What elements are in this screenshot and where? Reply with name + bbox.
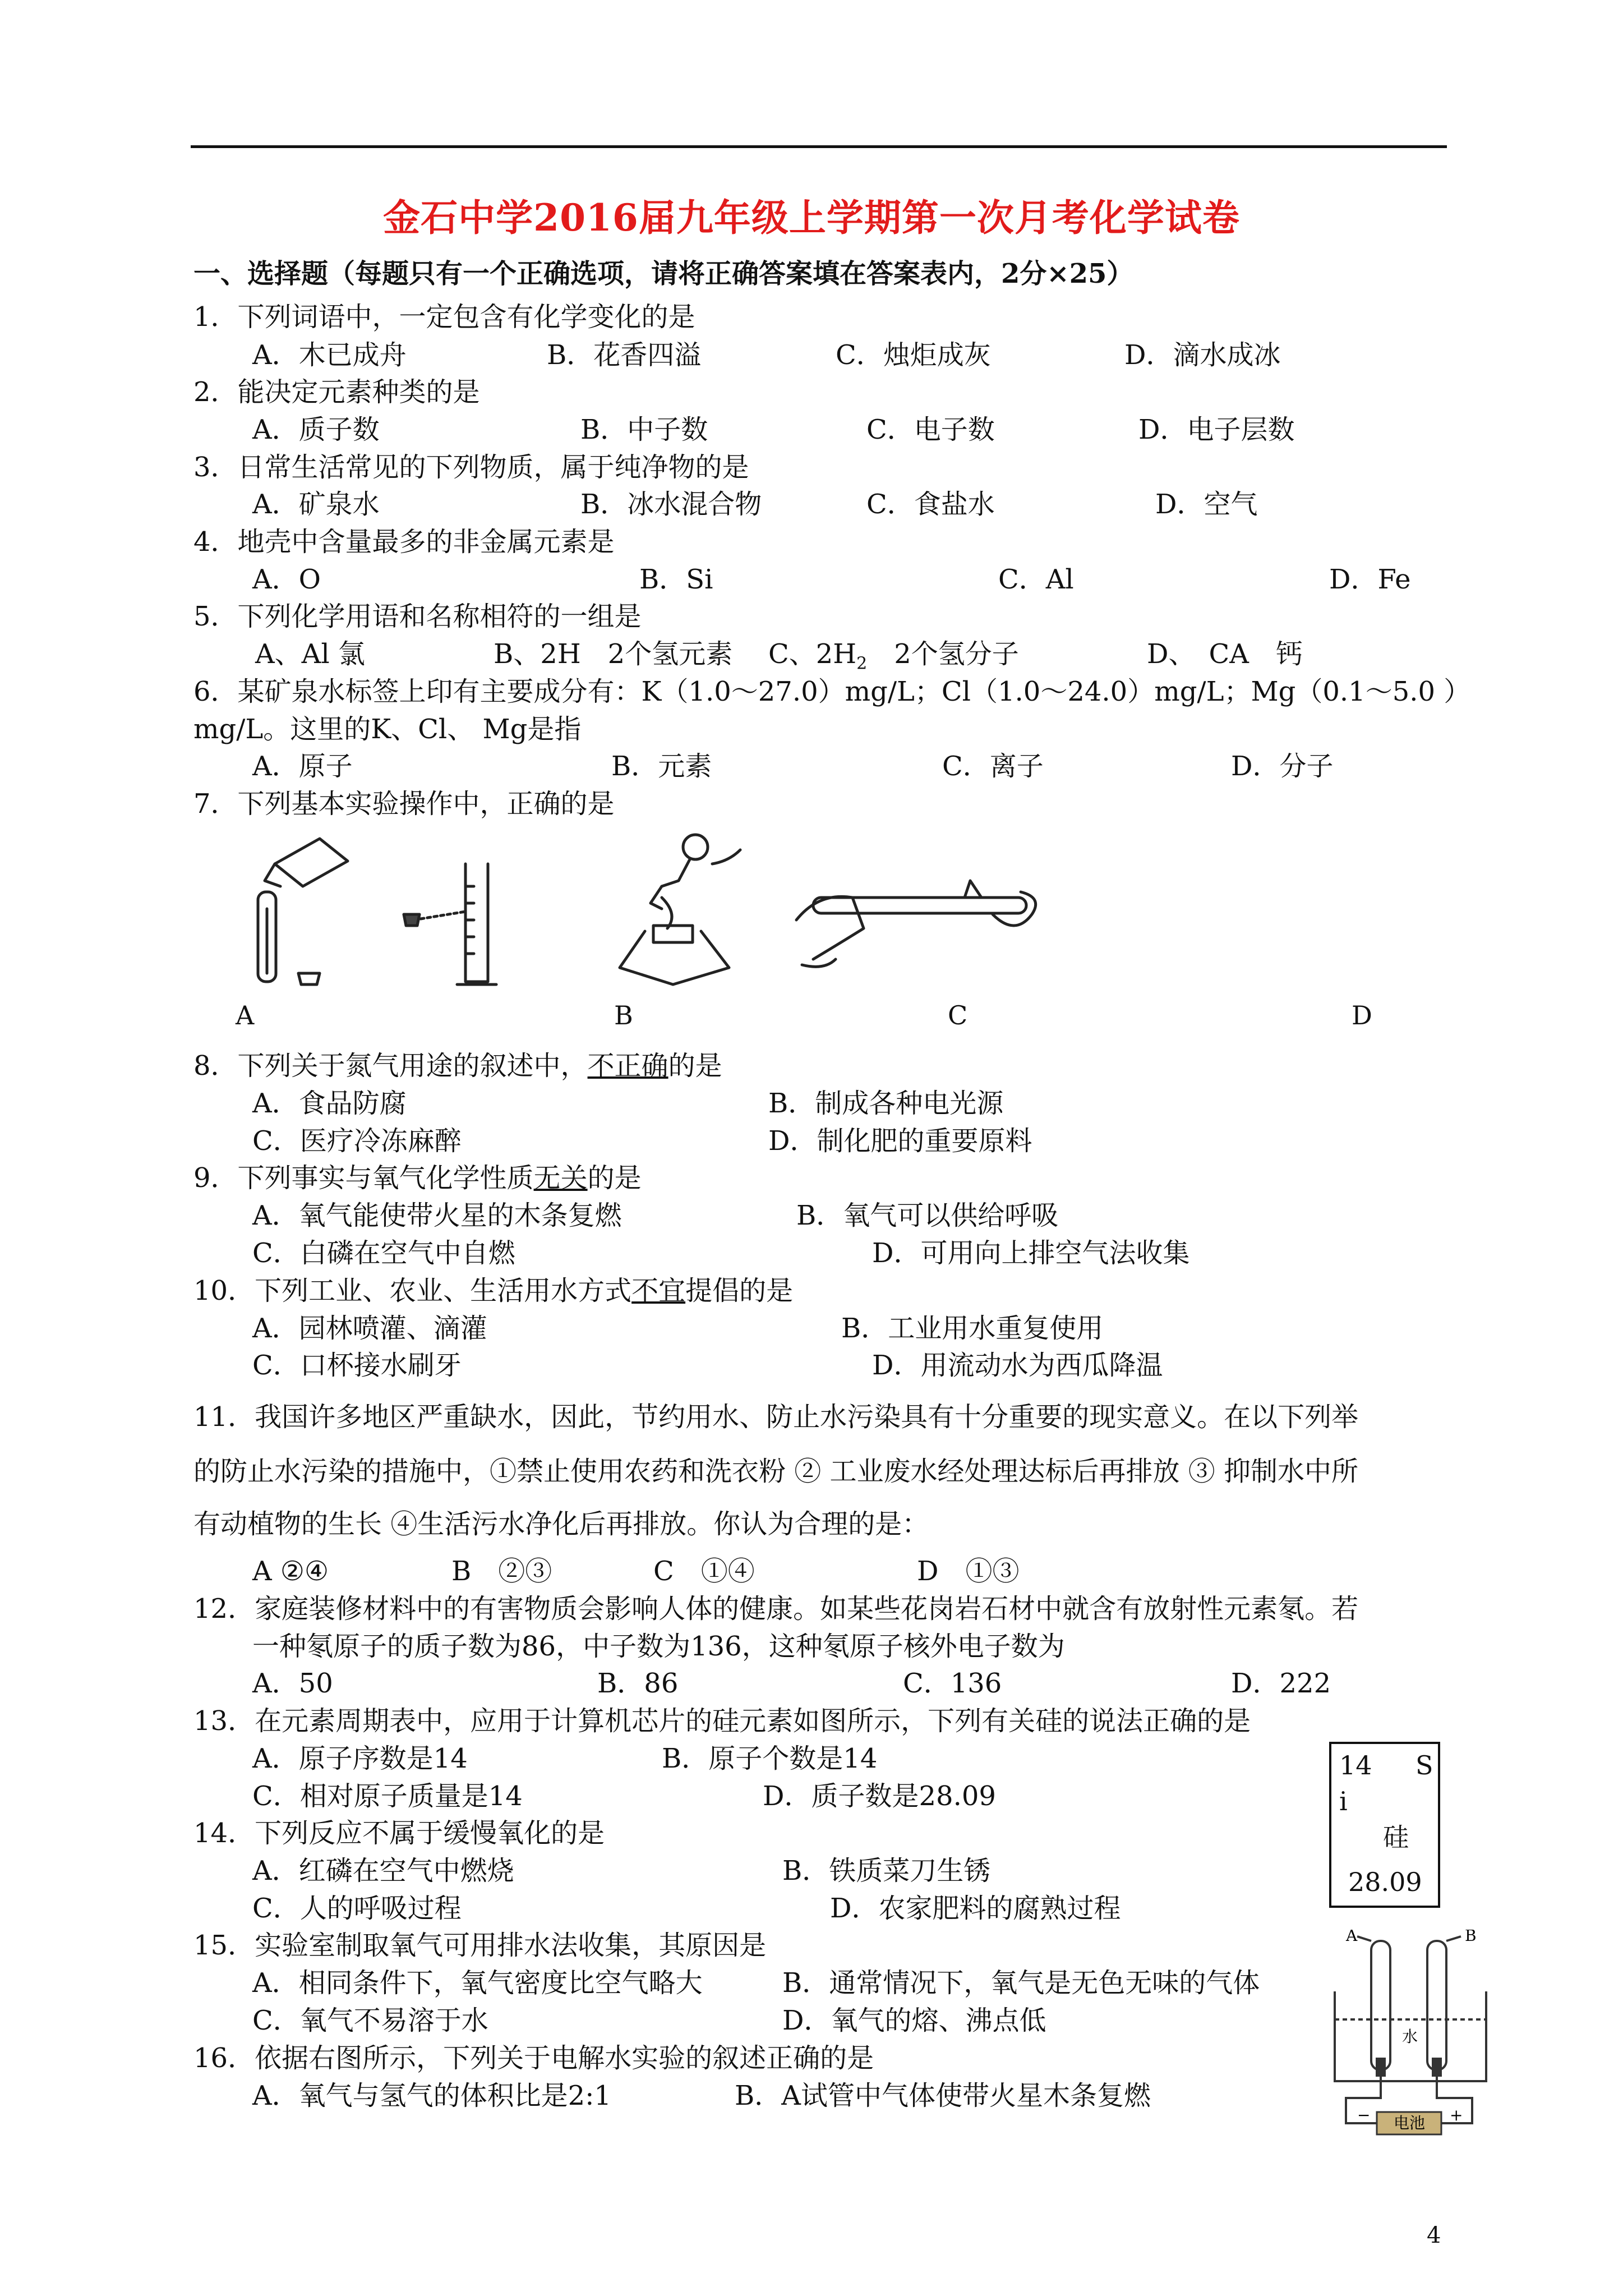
q2-stem: 2．能决定元素种类的是 <box>193 376 480 408</box>
q9-option-a: A．氧气能使带火星的木条复燃 <box>252 1200 622 1231</box>
water-label: 水 <box>1402 2027 1418 2046</box>
q5-subscript: 2 <box>856 654 868 674</box>
q6-stem-line1: 6．某矿泉水标签上印有主要成分有：K（1.0～27.0）mg/L；Cl（1.0～24.0）mg/L；Mg（0.1～5.0 ） <box>193 676 1471 707</box>
q8-stem-end: 的是 <box>668 1050 722 1082</box>
battery-plus-label: + <box>1450 2106 1463 2124</box>
top-rule <box>191 145 1447 148</box>
q11-option-c: C ①④ <box>653 1556 755 1587</box>
q1-stem: 1．下列词语中，一定包含有化学变化的是 <box>193 301 695 333</box>
q8-stem <box>193 1047 722 1084</box>
q3-option-a: A．矿泉水 <box>252 489 380 520</box>
element-name: 硅 <box>1383 1822 1409 1852</box>
q9-option-b: B．氧气可以供给呼吸 <box>796 1200 1059 1231</box>
q10-option-a: A．园林喷灌、滴灌 <box>252 1313 487 1344</box>
q12-stem-line1: 12．家庭装修材料中的有害物质会影响人体的健康。如某些花岗岩石材中就含有放射性元素氡。若 <box>193 1593 1359 1625</box>
operation-b-cylinder <box>404 864 496 984</box>
q6-option-d: D．分子 <box>1231 751 1334 782</box>
q13-option-c: C．相对原子质量是14 <box>252 1780 523 1812</box>
q16-option-b: B．A试管中气体使带火星木条复燃 <box>735 2080 1151 2111</box>
q15-option-c: C．氧气不易溶于水 <box>252 2005 488 2036</box>
q7-label-b: B <box>614 1000 633 1030</box>
electrolysis-apparatus-figure <box>1324 1930 1492 2137</box>
q3-stem: 3．日常生活常见的下列物质，属于纯净物的是 <box>193 452 749 483</box>
page-number: 4 <box>1427 2223 1441 2248</box>
q15-option-b: B．通常情况下，氧气是无色无味的气体 <box>782 1967 1260 1999</box>
q5-option-a: A、Al 氯 <box>255 638 365 670</box>
operation-c-smelling <box>620 835 740 984</box>
q5-stem: 5．下列化学用语和名称相符的一组是 <box>193 601 642 632</box>
q13-stem: 13．在元素周期表中，应用于计算机芯片的硅元素如图所示，下列有关硅的说法正确的是 <box>193 1705 1251 1737</box>
q10-stem-end: 提倡的是 <box>685 1275 794 1306</box>
q11-option-d: D ①③ <box>917 1556 1020 1587</box>
q4-option-b: B．Si <box>639 564 713 595</box>
q3-option-c: C．食盐水 <box>866 489 995 520</box>
q10-stem-text: 10．下列工业、农业、生活用水方式 <box>193 1275 632 1306</box>
q10-stem <box>193 1272 793 1309</box>
operation-a-pouring <box>258 839 348 984</box>
battery-minus-label: − <box>1357 2106 1371 2124</box>
q6-option-a: A．原子 <box>252 751 353 782</box>
q12-stem-line2: 一种氡原子的质子数为86，中子数为136，这种氡原子核外电子数为 <box>252 1631 1065 1662</box>
element-symbol-i: i <box>1339 1786 1348 1816</box>
q5-option-d: D、 CA 钙 <box>1147 638 1303 670</box>
q8-option-c: C．医疗冷冻麻醉 <box>252 1125 462 1157</box>
q6-stem-line2: mg/L。这里的K、Cl、 Mg是指 <box>193 714 582 745</box>
element-symbol-s: S <box>1415 1750 1433 1780</box>
q15-option-a: A．相同条件下，氧气密度比空气略大 <box>252 1967 703 1999</box>
q8-option-d: D．制化肥的重要原料 <box>768 1125 1032 1157</box>
q8-stem-text: 8．下列关于氮气用途的叙述中， <box>193 1050 588 1082</box>
q2-option-b: B．中子数 <box>580 414 708 445</box>
q9-stem-end: 的是 <box>587 1162 642 1194</box>
q13-option-b: B．原子个数是14 <box>662 1743 878 1774</box>
q5-option-c-rest: 2个氢分子 <box>867 638 1019 670</box>
q1-option-a: A．木已成舟 <box>252 339 407 371</box>
q12-option-b: B．86 <box>597 1668 679 1699</box>
q11-stem-line3: 有动植物的生长 ④生活污水净化后再排放。你认为合理的是： <box>193 1508 929 1540</box>
q1-option-d: D．滴水成冰 <box>1124 339 1281 371</box>
q2-option-c: C．电子数 <box>866 414 995 445</box>
operation-d-hands-tube <box>796 881 1036 967</box>
q11-option-a: A ②④ <box>252 1556 329 1587</box>
q3-option-d: D．空气 <box>1155 489 1258 520</box>
q7-label-a: A <box>236 1000 255 1030</box>
q9-option-d: D．可用向上排空气法收集 <box>872 1237 1190 1269</box>
q16-option-a: A．氧气与氢气的体积比是2:1 <box>252 2080 611 2111</box>
q15-option-d: D．氧气的熔、沸点低 <box>782 2005 1046 2036</box>
q8-option-a: A．食品防腐 <box>252 1088 407 1119</box>
q4-option-d: D．Fe <box>1329 564 1411 595</box>
q13-option-a: A．原子序数是14 <box>252 1743 468 1774</box>
q7-stem: 7．下列基本实验操作中，正确的是 <box>193 788 615 820</box>
q6-option-c: C．离子 <box>942 751 1044 782</box>
element-atomic-number: 14 <box>1339 1750 1372 1780</box>
q7-lab-operations-figure <box>236 830 1077 993</box>
q4-stem: 4．地壳中含量最多的非金属元素是 <box>193 526 615 558</box>
q6-option-b: B．元素 <box>611 751 712 782</box>
q12-option-a: A．50 <box>252 1668 333 1699</box>
q14-option-a: A．红磷在空气中燃烧 <box>252 1855 514 1887</box>
q11-stem-line1: 11．我国许多地区严重缺水，因此，节约用水、防止水污染具有十分重要的现实意义。在以下列举 <box>193 1401 1359 1433</box>
q3-option-b: B．冰水混合物 <box>580 489 762 520</box>
q14-stem: 14．下列反应不属于缓慢氧化的是 <box>193 1818 605 1849</box>
q10-option-c: C．口杯接水刷牙 <box>252 1350 462 1381</box>
q10-option-b: B．工业用水重复使用 <box>841 1313 1104 1344</box>
q5-option-b: B、2H 2个氢元素 <box>494 638 733 670</box>
q5-option-c-text: C、2H <box>768 638 857 670</box>
q8-option-b: B．制成各种电光源 <box>768 1088 1004 1119</box>
q10-option-d: D．用流动水为西瓜降温 <box>872 1350 1163 1381</box>
q1-option-c: C．烛炬成灰 <box>836 339 991 371</box>
battery-label: 电池 <box>1394 2114 1426 2132</box>
q9-stem-text: 9．下列事实与氧气化学性质 <box>193 1162 534 1194</box>
q1-option-b: B．花香四溢 <box>547 339 702 371</box>
q9-stem <box>193 1159 642 1197</box>
q14-option-b: B．铁质菜刀生锈 <box>782 1855 991 1887</box>
q8-stem-emphasis: 不正确 <box>587 1050 668 1082</box>
q14-option-d: D．农家肥料的腐熟过程 <box>830 1893 1121 1924</box>
tube-label-a: A <box>1346 1930 1358 1945</box>
page-title: 金石中学2016届九年级上学期第一次月考化学试卷 <box>383 196 1240 240</box>
q11-stem-line2: 的防止水污染的措施中，①禁止使用农药和洗衣粉 ② 工业废水经处理达标后再排放 ③ 抑制水中所 <box>193 1456 1359 1487</box>
q11-option-b: B ②③ <box>451 1556 552 1587</box>
tube-label-b: B <box>1465 1930 1477 1945</box>
q12-option-d: D．222 <box>1231 1668 1331 1699</box>
section-heading: 一、选择题（每题只有一个正确选项，请将正确答案填在答案表内，2分×25） <box>193 258 1134 289</box>
q10-stem-emphasis: 不宜 <box>631 1275 686 1306</box>
q2-option-d: D．电子层数 <box>1138 414 1295 445</box>
q4-option-a: A．O <box>252 564 321 595</box>
q4-option-c: C．Al <box>998 564 1074 595</box>
q9-stem-emphasis: 无关 <box>533 1162 588 1194</box>
q7-label-d: D <box>1352 1000 1372 1030</box>
q13-option-d: D．质子数是28.09 <box>763 1780 996 1812</box>
q12-option-c: C．136 <box>903 1668 1002 1699</box>
silicon-element-card <box>1329 1742 1440 1908</box>
q2-option-a: A．质子数 <box>252 414 380 445</box>
q16-stem: 16．依据右图所示，下列关于电解水实验的叙述正确的是 <box>193 2042 874 2074</box>
q14-option-c: C．人的呼吸过程 <box>252 1893 462 1924</box>
q15-stem: 15．实验室制取氧气可用排水法收集，其原因是 <box>193 1930 767 1961</box>
q7-label-c: C <box>948 1000 968 1030</box>
q9-option-c: C．白磷在空气中自燃 <box>252 1237 515 1269</box>
element-atomic-mass: 28.09 <box>1348 1867 1422 1897</box>
